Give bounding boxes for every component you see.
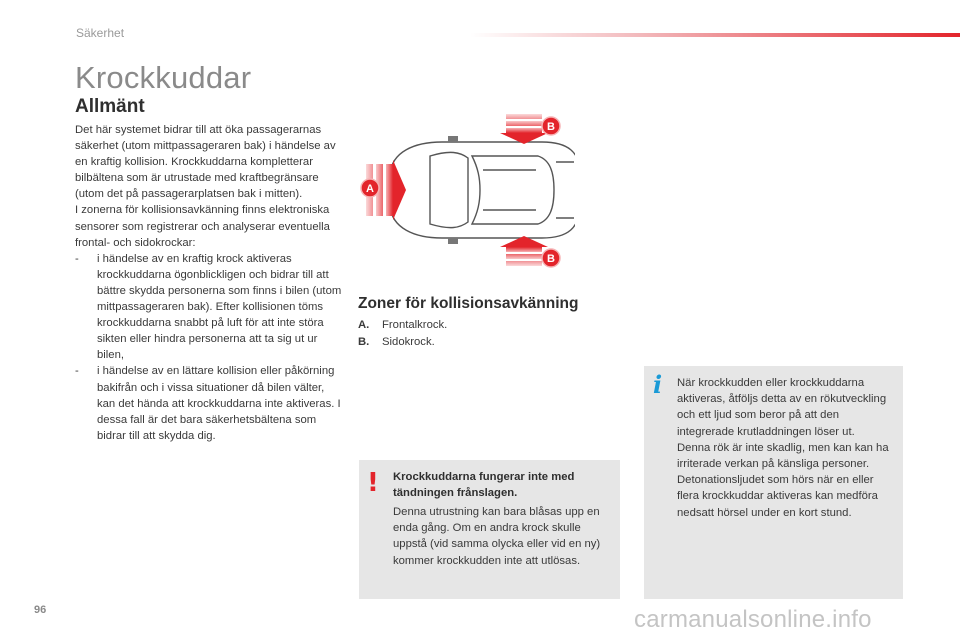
list-item [75, 251, 345, 364]
list-item-text: i händelse av en kraftig krock aktiveras krockkuddarna ögonblickligen och bidrar till att bättre skydda personerna som finns i bilen (utom mittpassageraren bak). Efter kollisionen töms krockkuddarna snabbt på luft för att inte störa sikten eller hindra personerna att ta sig ut ur bilen, [97, 252, 342, 362]
zone-item [358, 336, 435, 348]
general-paragraph: I zonerna för kollisionsavkänning finns elektroniska sensorer som registrerar och analyserar eventuella frontal- och sidokrockar: [75, 204, 330, 249]
watermark: carmanualsonline.info [634, 606, 872, 633]
label-b-bottom-badge [541, 248, 561, 268]
zone-text: Frontalkrock. [382, 319, 448, 331]
page-number: 96 [34, 604, 47, 616]
general-paragraph: Det här systemet bidrar till att öka passagerarnas säkerhet (utom mittpassageraren bak) i händelse av en kraftig kollision. Krockkuddarna kompletterar bilbältena som är utrustade med kraftbegränsare (utom det på passagerarplatsen bak i mitten). [75, 124, 336, 201]
info-text [677, 375, 897, 521]
exclamation-icon: ! [367, 468, 379, 498]
info-paragraph: När krockkudden eller krockkuddarna aktiveras, åtföljs detta av en rökutveckling och ett ljud som beror på att den integrerade krutladdningen löser ut. [677, 377, 887, 438]
bullet-dash: - [75, 365, 79, 378]
zone-text: Sidokrock. [382, 336, 435, 348]
header-accent-bar [470, 33, 960, 37]
zone-letter: B. [358, 336, 370, 348]
warning-title: Krockkuddarna fungerar inte med tändningen frånslagen. [393, 471, 575, 499]
list-item [75, 363, 345, 443]
list-item-text: i händelse av en lättare kollision eller påkörning bakifrån och i vissa situationer då bilen välter, kan det hända att krockkuddarna inte aktiveras. I dessa fall är det bara säkerhetsbältena som bidrar till att skydda dig. [97, 365, 341, 442]
general-heading: Allmänt [75, 96, 145, 117]
label-b-top-badge [541, 116, 561, 136]
zone-item [358, 319, 447, 331]
warning-text: Denna utrustning kan bara blåsas upp en enda gång. Om en andra krock skulle uppstå (vid samma olycka eller vid en ny) kommer krockkudden inte att utlösas. [393, 506, 601, 567]
label-a: A [366, 183, 374, 195]
label-b: B [547, 121, 555, 133]
info-icon: i [653, 370, 663, 399]
zones-heading: Zoner för kollisionsavkänning [358, 295, 579, 312]
zone-letter: A. [358, 319, 370, 331]
car-top-view [390, 136, 575, 244]
page-title: Krockkuddar [75, 60, 252, 95]
label-b: B [547, 253, 555, 265]
label-a-badge [360, 178, 380, 198]
info-paragraph: Denna rök är inte skadlig, men kan kan ha irriterade verkan på känsliga personer. [677, 441, 889, 471]
info-paragraph: Detonationsljudet som hörs när en eller flera krockkuddar aktiveras kan medföra nedsatt hörsel under en kort stund. [677, 474, 878, 519]
collision-zone-diagram [360, 112, 575, 272]
bullet-dash: - [75, 252, 79, 265]
general-text [75, 122, 345, 444]
section-label: Säkerhet [76, 26, 125, 40]
